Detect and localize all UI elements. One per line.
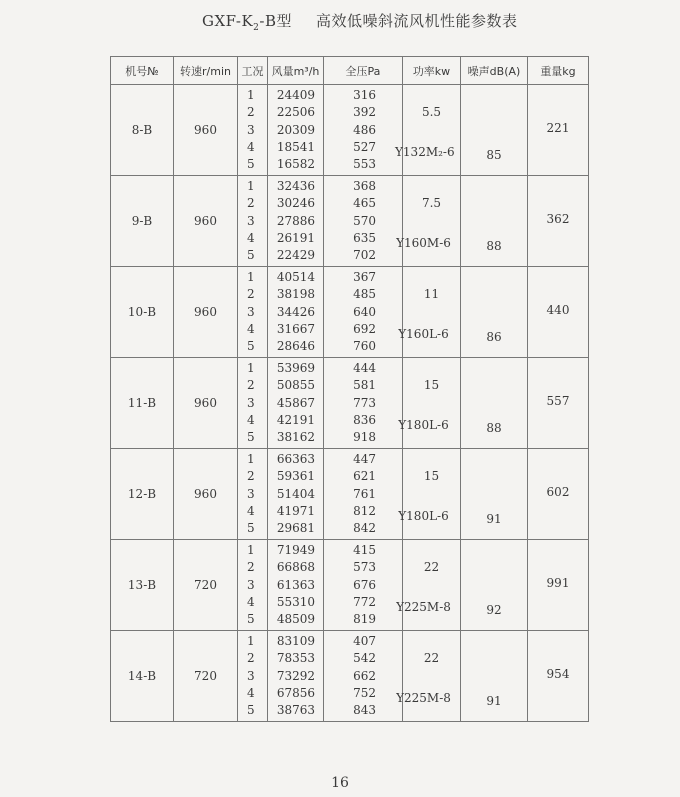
airflow-value: 32436 — [276, 179, 315, 193]
speed-cell: 960 — [174, 358, 238, 449]
table-row — [111, 449, 589, 540]
pressure-cell — [324, 358, 403, 449]
airflow-cell — [268, 358, 324, 449]
model-cell: 12-B — [111, 449, 174, 540]
header-airflow: 风量m³/h — [268, 57, 324, 85]
airflow-value: 66363 — [276, 452, 315, 466]
weight-value: 362 — [546, 212, 570, 226]
noise-value: 91 — [486, 694, 502, 708]
pressure-value: 752 — [353, 685, 376, 700]
airflow-value: 78353 — [276, 651, 315, 666]
pressure-value: 447 — [353, 452, 376, 466]
condition-value: 4 — [247, 503, 255, 518]
pressure-value: 760 — [353, 339, 376, 353]
airflow-value: 51404 — [276, 486, 315, 501]
weight-cell — [528, 358, 589, 449]
condition-value: 4 — [247, 594, 255, 609]
noise-value: 86 — [486, 330, 502, 344]
condition-cell — [238, 85, 268, 176]
airflow-value: 22429 — [276, 248, 315, 262]
motor-model: Y132M₂-6 — [395, 145, 455, 159]
model-cell: 14-B — [111, 631, 174, 722]
condition-value: 1 — [247, 179, 255, 193]
condition-value: 5 — [247, 703, 255, 717]
model-designation: GXF-$K_2-B$型 — [202, 12, 292, 33]
power-kw: 11 — [423, 287, 440, 301]
condition-cell — [238, 176, 268, 267]
airflow-value: 38162 — [276, 430, 315, 444]
airflow-value: 16582 — [276, 157, 315, 171]
airflow-value: 55310 — [276, 594, 315, 609]
condition-cell — [238, 540, 268, 631]
pressure-value: 640 — [353, 304, 376, 319]
condition-value: 3 — [247, 577, 255, 592]
pressure-value: 635 — [353, 230, 376, 245]
power-kw: 7.5 — [421, 196, 442, 210]
model-cell: 8-B — [111, 85, 174, 176]
pressure-value: 527 — [353, 139, 376, 154]
condition-value: 4 — [247, 685, 255, 700]
condition-value: 4 — [247, 412, 255, 427]
weight-cell — [528, 631, 589, 722]
model-cell: 13-B — [111, 540, 174, 631]
condition-value: 1 — [247, 270, 255, 284]
condition-value: 3 — [247, 668, 255, 683]
condition-cell — [238, 631, 268, 722]
condition-value: 3 — [247, 304, 255, 319]
pressure-value: 542 — [353, 651, 376, 666]
power-cell — [396, 631, 461, 722]
pressure-value: 702 — [353, 248, 376, 262]
airflow-value: 29681 — [276, 521, 315, 535]
weight-value: 440 — [546, 303, 570, 317]
noise-value: 88 — [486, 239, 502, 253]
pressure-value: 662 — [353, 668, 376, 683]
pressure-value: 842 — [353, 521, 376, 535]
power-cell — [398, 358, 461, 449]
header-weight: 重量kg — [528, 57, 589, 85]
condition-value: 3 — [247, 486, 255, 501]
condition-value: 5 — [247, 430, 255, 444]
pressure-value: 761 — [353, 486, 376, 501]
pressure-cell — [324, 85, 403, 176]
pressure-value: 367 — [353, 270, 376, 284]
model-cell: 9-B — [111, 176, 174, 267]
airflow-value: 73292 — [276, 668, 315, 683]
pressure-cell — [324, 449, 403, 540]
airflow-value: 34426 — [276, 304, 315, 319]
power-kw: 22 — [423, 560, 440, 574]
table-row — [111, 358, 589, 449]
motor-model: Y225M-8 — [396, 600, 451, 614]
weight-cell — [528, 267, 589, 358]
condition-cell — [238, 267, 268, 358]
table-row — [111, 267, 589, 358]
condition-value: 5 — [247, 157, 255, 171]
table-row — [111, 85, 589, 176]
noise-cell — [461, 267, 528, 358]
airflow-value: 38763 — [276, 703, 315, 717]
airflow-value: 41971 — [276, 503, 315, 518]
airflow-cell — [268, 267, 324, 358]
pressure-value: 392 — [353, 105, 376, 120]
header-model: 机号№ — [111, 57, 174, 85]
pressure-value: 918 — [353, 430, 376, 444]
pressure-value: 573 — [353, 560, 376, 575]
weight-value: 602 — [546, 485, 570, 499]
condition-value: 2 — [247, 196, 255, 211]
power-cell — [398, 267, 461, 358]
pressure-value: 485 — [353, 287, 376, 302]
airflow-value: 38198 — [276, 287, 315, 302]
airflow-value: 71949 — [276, 543, 315, 557]
airflow-value: 18541 — [276, 139, 315, 154]
airflow-value: 20309 — [276, 122, 315, 137]
power-cell — [396, 176, 461, 267]
condition-value: 2 — [247, 287, 255, 302]
noise-cell — [461, 176, 528, 267]
noise-cell — [461, 358, 528, 449]
power-kw: 5.5 — [421, 105, 442, 119]
condition-value: 2 — [247, 378, 255, 393]
noise-value: 88 — [486, 421, 502, 435]
condition-cell — [238, 449, 268, 540]
condition-value: 5 — [247, 521, 255, 535]
pressure-value: 444 — [353, 361, 376, 375]
pressure-cell — [324, 176, 403, 267]
power-kw: 15 — [423, 378, 440, 392]
condition-value: 4 — [247, 230, 255, 245]
pressure-value: 415 — [353, 543, 376, 557]
airflow-cell — [268, 85, 324, 176]
condition-value: 4 — [247, 139, 255, 154]
condition-cell — [238, 358, 268, 449]
condition-value: 4 — [247, 321, 255, 336]
airflow-cell — [268, 176, 324, 267]
airflow-value: 40514 — [276, 270, 315, 284]
pressure-value: 772 — [353, 594, 376, 609]
airflow-value: 24409 — [276, 88, 315, 102]
condition-value: 1 — [247, 88, 255, 102]
noise-cell — [461, 85, 528, 176]
condition-value: 1 — [247, 452, 255, 466]
airflow-value: 42191 — [276, 412, 315, 427]
header-pressure: 全压Pa — [324, 57, 403, 85]
pressure-value: 692 — [353, 321, 376, 336]
airflow-cell — [268, 449, 324, 540]
speed-cell: 960 — [174, 449, 238, 540]
airflow-value: 53969 — [276, 361, 315, 375]
condition-value: 5 — [247, 339, 255, 353]
noise-cell — [461, 631, 528, 722]
pressure-value: 570 — [353, 213, 376, 228]
performance-table — [110, 56, 589, 722]
table-title: 高效低噪斜流风机性能参数表 — [316, 12, 518, 30]
noise-value: 91 — [486, 512, 502, 526]
table-header-row — [111, 57, 589, 85]
airflow-cell — [268, 540, 324, 631]
header-power: 功率kw — [403, 57, 461, 85]
pressure-value: 407 — [353, 634, 376, 648]
airflow-value: 30246 — [276, 196, 315, 211]
pressure-value: 553 — [353, 157, 376, 171]
pressure-value: 368 — [353, 179, 376, 193]
weight-value: 221 — [546, 121, 570, 135]
motor-model: Y225M-8 — [396, 691, 451, 705]
airflow-value: 83109 — [276, 634, 315, 648]
weight-value: 954 — [546, 667, 570, 681]
pressure-value: 676 — [353, 577, 376, 592]
condition-value: 3 — [247, 395, 255, 410]
condition-value: 5 — [247, 248, 255, 262]
pressure-value: 843 — [353, 703, 376, 717]
motor-model: Y180L-6 — [398, 509, 449, 523]
noise-cell — [461, 449, 528, 540]
noise-value: 92 — [486, 603, 502, 617]
pressure-value: 486 — [353, 122, 376, 137]
pressure-cell — [324, 267, 403, 358]
speed-cell: 960 — [174, 267, 238, 358]
pressure-value: 465 — [353, 196, 376, 211]
speed-cell: 960 — [174, 176, 238, 267]
header-condition: 工况 — [238, 57, 268, 85]
header-noise: 噪声dB(A) — [461, 57, 528, 85]
weight-cell — [528, 176, 589, 267]
model-cell: 10-B — [111, 267, 174, 358]
condition-value: 2 — [247, 469, 255, 484]
airflow-value: 22506 — [276, 105, 315, 120]
weight-value: 557 — [546, 394, 570, 408]
noise-value: 85 — [486, 148, 502, 162]
page-number: 16 — [331, 775, 349, 791]
airflow-value: 26191 — [276, 230, 315, 245]
airflow-value: 61363 — [276, 577, 315, 592]
power-kw: 22 — [423, 651, 440, 665]
speed-cell: 720 — [174, 540, 238, 631]
weight-value: 991 — [546, 576, 570, 590]
weight-cell — [528, 540, 589, 631]
power-kw: 15 — [423, 469, 440, 483]
condition-value: 2 — [247, 105, 255, 120]
pressure-value: 621 — [353, 469, 376, 484]
condition-value: 1 — [247, 634, 255, 648]
airflow-value: 48509 — [276, 612, 315, 626]
pressure-value: 316 — [353, 88, 376, 102]
motor-model: Y160M-6 — [396, 236, 451, 250]
pressure-value: 836 — [353, 412, 376, 427]
weight-cell — [528, 85, 589, 176]
airflow-value: 45867 — [276, 395, 315, 410]
pressure-value: 819 — [353, 612, 376, 626]
airflow-value: 67856 — [276, 685, 315, 700]
airflow-value: 59361 — [276, 469, 315, 484]
airflow-cell — [268, 631, 324, 722]
condition-value: 2 — [247, 651, 255, 666]
table-row — [111, 176, 589, 267]
weight-cell — [528, 449, 589, 540]
airflow-value: 27886 — [276, 213, 315, 228]
airflow-value: 50855 — [276, 378, 315, 393]
power-cell — [395, 85, 461, 176]
pressure-cell — [324, 540, 403, 631]
motor-model: Y160L-6 — [398, 327, 449, 341]
airflow-value: 31667 — [276, 321, 315, 336]
pressure-cell — [324, 631, 403, 722]
model-cell: 11-B — [111, 358, 174, 449]
table-row — [111, 631, 589, 722]
speed-cell: 960 — [174, 85, 238, 176]
noise-cell — [461, 540, 528, 631]
condition-value: 1 — [247, 361, 255, 375]
condition-value: 3 — [247, 122, 255, 137]
power-cell — [398, 449, 461, 540]
airflow-value: 28646 — [276, 339, 315, 353]
condition-value: 5 — [247, 612, 255, 626]
condition-value: 1 — [247, 543, 255, 557]
airflow-value: 66868 — [276, 560, 315, 575]
power-cell — [396, 540, 461, 631]
header-speed: 转速r/min — [174, 57, 238, 85]
motor-model: Y180L-6 — [398, 418, 449, 432]
speed-cell: 720 — [174, 631, 238, 722]
pressure-value: 812 — [353, 503, 376, 518]
condition-value: 3 — [247, 213, 255, 228]
condition-value: 2 — [247, 560, 255, 575]
table-row — [111, 540, 589, 631]
pressure-value: 581 — [353, 378, 376, 393]
pressure-value: 773 — [353, 395, 376, 410]
